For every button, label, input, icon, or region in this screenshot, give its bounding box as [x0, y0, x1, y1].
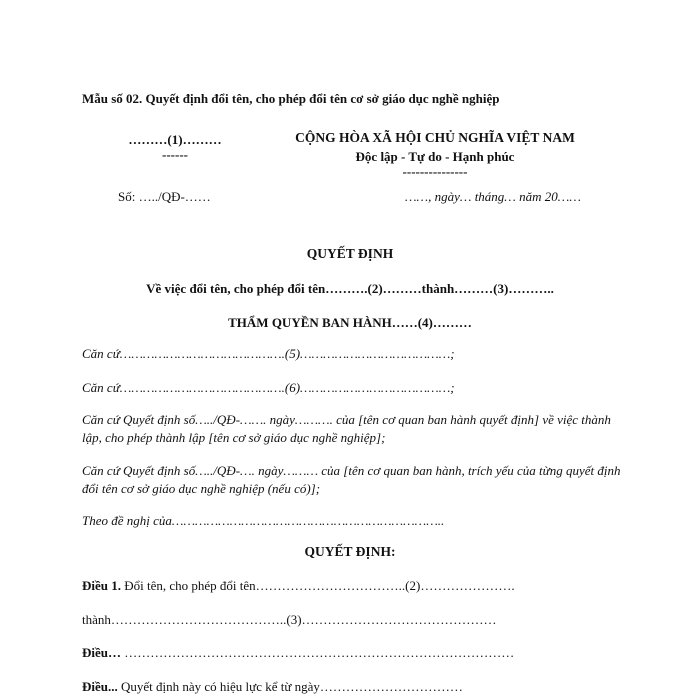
issuing-authority-placeholder: ………(1)……… [128, 132, 222, 147]
form-title: Mẫu số 02. Quyết định đổi tên, cho phép đổi tên cơ sở giáo dục nghề nghiệp [82, 91, 500, 106]
legal-basis-3: Căn cứ Quyết định số…../QĐ-……. ngày………. của [tên cơ quan ban hành quyết định] về việc thành lập, cho phép thành lập [tên cơ sở giáo dục nghề nghiệp]; [82, 412, 611, 445]
legal-basis-2: Căn cứ…………………………………….(6)…………………………………; [82, 380, 455, 395]
article-3-label: Điều... [82, 679, 118, 694]
issuing-authority-heading: THẨM QUYỀN BAN HÀNH……(4)……… [228, 315, 472, 330]
legal-basis-1: Căn cứ…………………………………….(5)…………………………………; [82, 346, 455, 361]
article-3-text: Quyết định này có hiệu lực kể từ ngày…………………………… [117, 679, 463, 694]
article-3 [82, 679, 463, 695]
issuer-divider: ------ [162, 147, 188, 162]
proposal-line: Theo đề nghị của…………………………………………………………….. [82, 513, 445, 528]
legal-basis-4: Căn cứ Quyết định số…../QĐ-…. ngày……… của [tên cơ quan ban hành, trích yếu của từng quyết định đổi tên cơ sở giáo dục nghề nghiệp (nếu có)]; [82, 463, 621, 496]
article-1 [82, 578, 515, 594]
article-1-continuation: thành…………………………………..(3)……………………………………… [82, 612, 497, 627]
place-and-date: ……, ngày… tháng… năm 20…… [405, 189, 581, 204]
national-name: CỘNG HÒA XÃ HỘI CHỦ NGHĨA VIỆT NAM [295, 130, 575, 145]
reference-number: Số: …../QĐ-…… [118, 189, 211, 204]
document-title: QUYẾT ĐỊNH [306, 246, 394, 261]
document-subject: Về việc đổi tên, cho phép đổi tên……….(2)………thành………(3)……….. [146, 281, 554, 296]
article-2-text: ……………………………………………………………………………… [121, 645, 515, 660]
article-2 [82, 645, 514, 661]
article-2-label: Điều… [82, 645, 121, 660]
decision-heading: QUYẾT ĐỊNH: [304, 544, 396, 559]
article-1-label: Điều 1. [82, 578, 121, 593]
motto-divider: --------------- [402, 164, 468, 179]
article-1-text: Đổi tên, cho phép đổi tên……………………………..(2)…………………. [121, 578, 515, 593]
national-motto: Độc lập - Tự do - Hạnh phúc [355, 149, 515, 164]
